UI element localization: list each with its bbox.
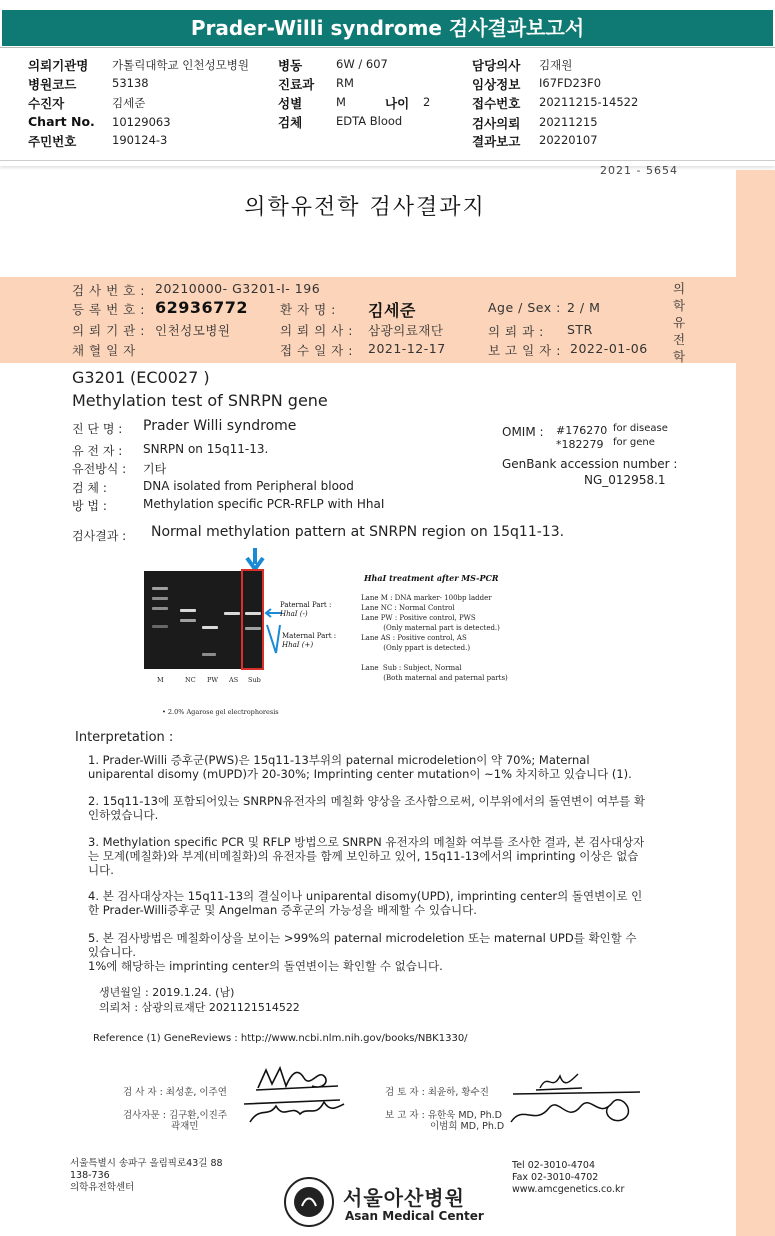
hospital-label: 의뢰기관명	[28, 58, 89, 73]
banner-title: Prader-Willi syndrome 검사결과보고서	[2, 10, 773, 46]
interpretation-p5b: 1%에 해당하는 imprinting center의 돌연변이는 확인할 수 없습니다.	[88, 959, 443, 973]
req-inst-label: 의 뢰 기 관 :	[72, 323, 145, 338]
hospital-logo-kr: 서울아산병원	[343, 1186, 465, 1210]
specimen-value: EDTA Blood	[336, 114, 403, 128]
patient-label: 환 자 명 :	[280, 302, 336, 317]
inherit-label: 유전방식 :	[72, 462, 127, 476]
req-doc-value: 삼광의료재단	[368, 323, 444, 338]
test-code: G3201	[72, 368, 126, 387]
spec-label: 검 체 :	[72, 481, 107, 495]
interpretation-p3: 3. Methylation specific PCR 및 RFLP 방법으로 SNRPN 유전자의 메칠화 여부를 조사한 결과, 본 검사대상자는 모계(메칠화)와 부계(비메칠화)의 유전자를 함께 보인하고 있어, 15q11-13에서의 imprinting 이상은 없습니다.	[88, 835, 645, 877]
arrow-down-icon	[245, 548, 265, 570]
responsible: 검사자문 : 김구환,이진주	[123, 1110, 228, 1121]
receipt-date-value: 2021-12-17	[368, 341, 446, 356]
reference: Reference (1) GeneReviews : http://www.ncbi.nlm.nih.gov/books/NBK1330/	[93, 1033, 468, 1044]
vertical-dept-label: 의 학 유 전 학	[672, 281, 686, 364]
req-inst-value: 인천성모병원	[155, 323, 231, 338]
interpretation-p1: 1. Prader-Willi 증후군(PWS)은 15q11-13부위의 paternal microdeletion이 약 70%; Maternal uniparental disomy (mUPD)가 20-30%; Imprinting center mutation이 ~1% 차지하고 있습니다 (1).	[88, 753, 632, 781]
paternal-sub: HhaI (-)	[280, 610, 308, 618]
reporter-2: 이범희 MD, Ph.D	[430, 1121, 505, 1132]
tel: Tel 02-3010-4704	[512, 1160, 595, 1171]
dx-value: Prader Willi syndrome	[143, 418, 297, 434]
receipt-date-label: 접 수 일 자 :	[280, 343, 353, 358]
gel-note: • 2.0% Agarose gel electrophoresis	[162, 708, 279, 716]
lane-label: PW	[207, 676, 219, 684]
hospital-code-value: 53138	[112, 76, 149, 90]
clinical-value: I67FD23F0	[539, 76, 602, 90]
document-number: 2021 - 5654	[600, 164, 678, 177]
reg-no-label: 등 록 번 호 :	[72, 302, 145, 317]
req-dept-value: STR	[567, 322, 593, 337]
fax: Fax 02-3010-4702	[512, 1172, 599, 1183]
marker-band	[152, 597, 168, 600]
omim-gene-value: *182279	[556, 438, 604, 451]
chart-label: Chart No.	[28, 114, 95, 129]
report-date-label: 보 고 일 자 :	[488, 343, 561, 358]
dept-label: 진료과	[278, 77, 315, 92]
lane-label: M	[157, 676, 164, 684]
age-value: 2	[423, 95, 431, 109]
maternal-title: Maternal Part :	[282, 632, 337, 640]
collect-date-label: 채 혈 일 자	[72, 343, 136, 358]
marker-band	[152, 587, 168, 590]
interpretation-p5: 5. 본 검사방법은 메칠화이상을 보이는 >99%의 paternal microdeletion 또는 maternal UPD를 확인할 수 있습니다.	[88, 931, 637, 959]
document-title: 의학유전학 검사결과지	[244, 195, 486, 220]
ward-label: 병동	[278, 58, 303, 73]
maternal-sub: HhaI (+)	[282, 641, 314, 649]
examiner-signature	[252, 1062, 342, 1096]
inherit-value: 기타	[143, 462, 167, 476]
gel-legend-body: Lane M : DNA marker- 100bp ladder Lane NC : Normal Control Lane PW : Positive control, PWS (Only maternal part is detected.) Lane AS : Positive control, AS (Only ppart is detected.) Lane Sub : Subject, Normal (Both maternal and paternal parts)	[361, 594, 508, 682]
method-label: 방 법 :	[72, 499, 107, 513]
sex-label: 성별	[278, 96, 303, 111]
gene-label: 유 전 자 :	[72, 444, 123, 458]
interpretation-p4: 4. 본 검사대상자는 15q11-13의 결실이나 uniparental disomy(UPD), imprinting center의 돌연변이로 인한 Prader-Willi증후군 및 Angelman 증후군의 가능성을 배제할 수 있습니다.	[88, 889, 643, 917]
subject-label: 수진자	[28, 96, 65, 111]
nc-maternal-band	[180, 619, 196, 622]
clinical-label: 임상정보	[472, 77, 521, 92]
dx-label: 진 단 명 :	[72, 422, 123, 436]
website: www.amcgenetics.co.kr	[512, 1184, 625, 1195]
exam-no-value: 20210000- G3201-I- 196	[155, 281, 321, 296]
method-value: Methylation specific PCR-RFLP with HhaI	[143, 497, 385, 511]
test-name: Methylation test of SNRPN gene	[72, 391, 328, 410]
spec-value: DNA isolated from Peripheral blood	[143, 479, 354, 493]
lane-label: Sub	[248, 676, 261, 684]
interpretation-title: Interpretation :	[75, 730, 174, 745]
gene-value: SNRPN on 15q11-13.	[143, 442, 269, 456]
pw-primer-band	[202, 653, 216, 656]
interpretation-p2: 2. 15q11-13에 포함되어있는 SNRPN유전자의 메칠화 양상을 조사함으로써, 이부위에서의 돌연변이 여부를 확인하였습니다.	[88, 794, 645, 822]
reporter: 보 고 자 : 유한욱 MD, Ph.D	[385, 1110, 502, 1121]
id-label: 주민번호	[28, 134, 77, 149]
genbank-value: NG_012958.1	[584, 473, 666, 487]
hospital-logo-en: Asan Medical Center	[345, 1209, 484, 1223]
marker-band	[152, 607, 168, 610]
right-margin-strip	[736, 170, 775, 1236]
patient-value: 김세준	[368, 301, 416, 320]
report-banner	[0, 0, 775, 48]
exam-no-label: 검 사 번 호 :	[72, 283, 145, 298]
doctor-label: 담당의사	[472, 58, 521, 73]
dept-value: RM	[336, 76, 354, 90]
req-doc-label: 의 뢰 의 사 :	[280, 323, 353, 338]
omim-gene-note: for gene	[613, 437, 655, 448]
test-code-ec: (EC0027 )	[130, 368, 210, 387]
omim-label: OMIM :	[502, 425, 544, 439]
id-value: 190124-3	[112, 133, 168, 147]
result-label: 검사결과 :	[72, 529, 127, 543]
age-sex-value: 2 / M	[567, 300, 601, 315]
request-label: 검사의뢰	[472, 116, 521, 131]
omim-disease-note: for disease	[613, 423, 668, 434]
chart-value: 10129063	[112, 115, 171, 129]
specimen-label: 검체	[278, 115, 303, 130]
hospital-code-label: 병원코드	[28, 77, 77, 92]
hospital-value: 가톨릭대학교 인천성모병원	[112, 58, 249, 72]
omim-disease-value: #176270	[556, 424, 608, 437]
header-info	[0, 50, 775, 160]
responsible-2: 곽재민	[171, 1121, 199, 1132]
result-value: Normal methylation pattern at SNRPN region on 15q11-13.	[151, 524, 565, 540]
genbank-label: GenBank accession number :	[502, 457, 678, 471]
age-label: 나이	[385, 96, 410, 111]
examiner: 검 사 자 : 최성훈, 이주연	[123, 1087, 227, 1098]
age-sex-label: Age / Sex :	[488, 300, 561, 315]
subject-lane-highlight	[241, 569, 264, 670]
req-dept-label: 의 뢰 과 :	[488, 324, 544, 339]
address-line-2: 138-736	[70, 1170, 110, 1181]
subject-value: 김세준	[112, 96, 146, 110]
reviewer: 검 토 자 : 최윤하, 황수진	[385, 1087, 489, 1098]
request-value: 20211215	[539, 115, 598, 129]
reporter-signature	[505, 1084, 645, 1130]
maternal-label	[282, 632, 336, 650]
gel-legend-title: HhaI treatment after MS-PCR	[364, 573, 499, 583]
nc-paternal-band	[180, 609, 196, 612]
receipt-label: 접수번호	[472, 96, 521, 111]
address-line-1: 서울특별시 송파구 올림픽로43길 88	[70, 1158, 223, 1169]
marker-band	[152, 625, 168, 628]
as-band	[224, 612, 240, 615]
paternal-title: Paternal Part :	[280, 601, 332, 609]
receipt-value: 20211215-14522	[539, 95, 639, 109]
advisor-signature	[240, 1094, 350, 1126]
report-date-value: 2022-01-06	[570, 341, 648, 356]
lane-label: AS	[229, 676, 239, 684]
lane-label: NC	[185, 676, 196, 684]
doctor-value: 김재원	[539, 58, 573, 72]
requester: 의뢰처 : 삼광의료재단 2021121514522	[99, 1001, 300, 1014]
report-value: 20220107	[539, 133, 598, 147]
birth-date: 생년월일 : 2019.1.24. (남)	[99, 986, 235, 999]
ward-value: 6W / 607	[336, 57, 388, 71]
address-line-3: 의학유전학센터	[70, 1182, 135, 1193]
reg-no-value: 62936772	[155, 298, 249, 317]
report-label: 결과보고	[472, 134, 521, 149]
pw-band	[202, 626, 218, 629]
sex-value: M	[336, 95, 346, 109]
asan-foundation-seal-icon	[282, 1176, 336, 1228]
paternal-label	[280, 601, 331, 619]
